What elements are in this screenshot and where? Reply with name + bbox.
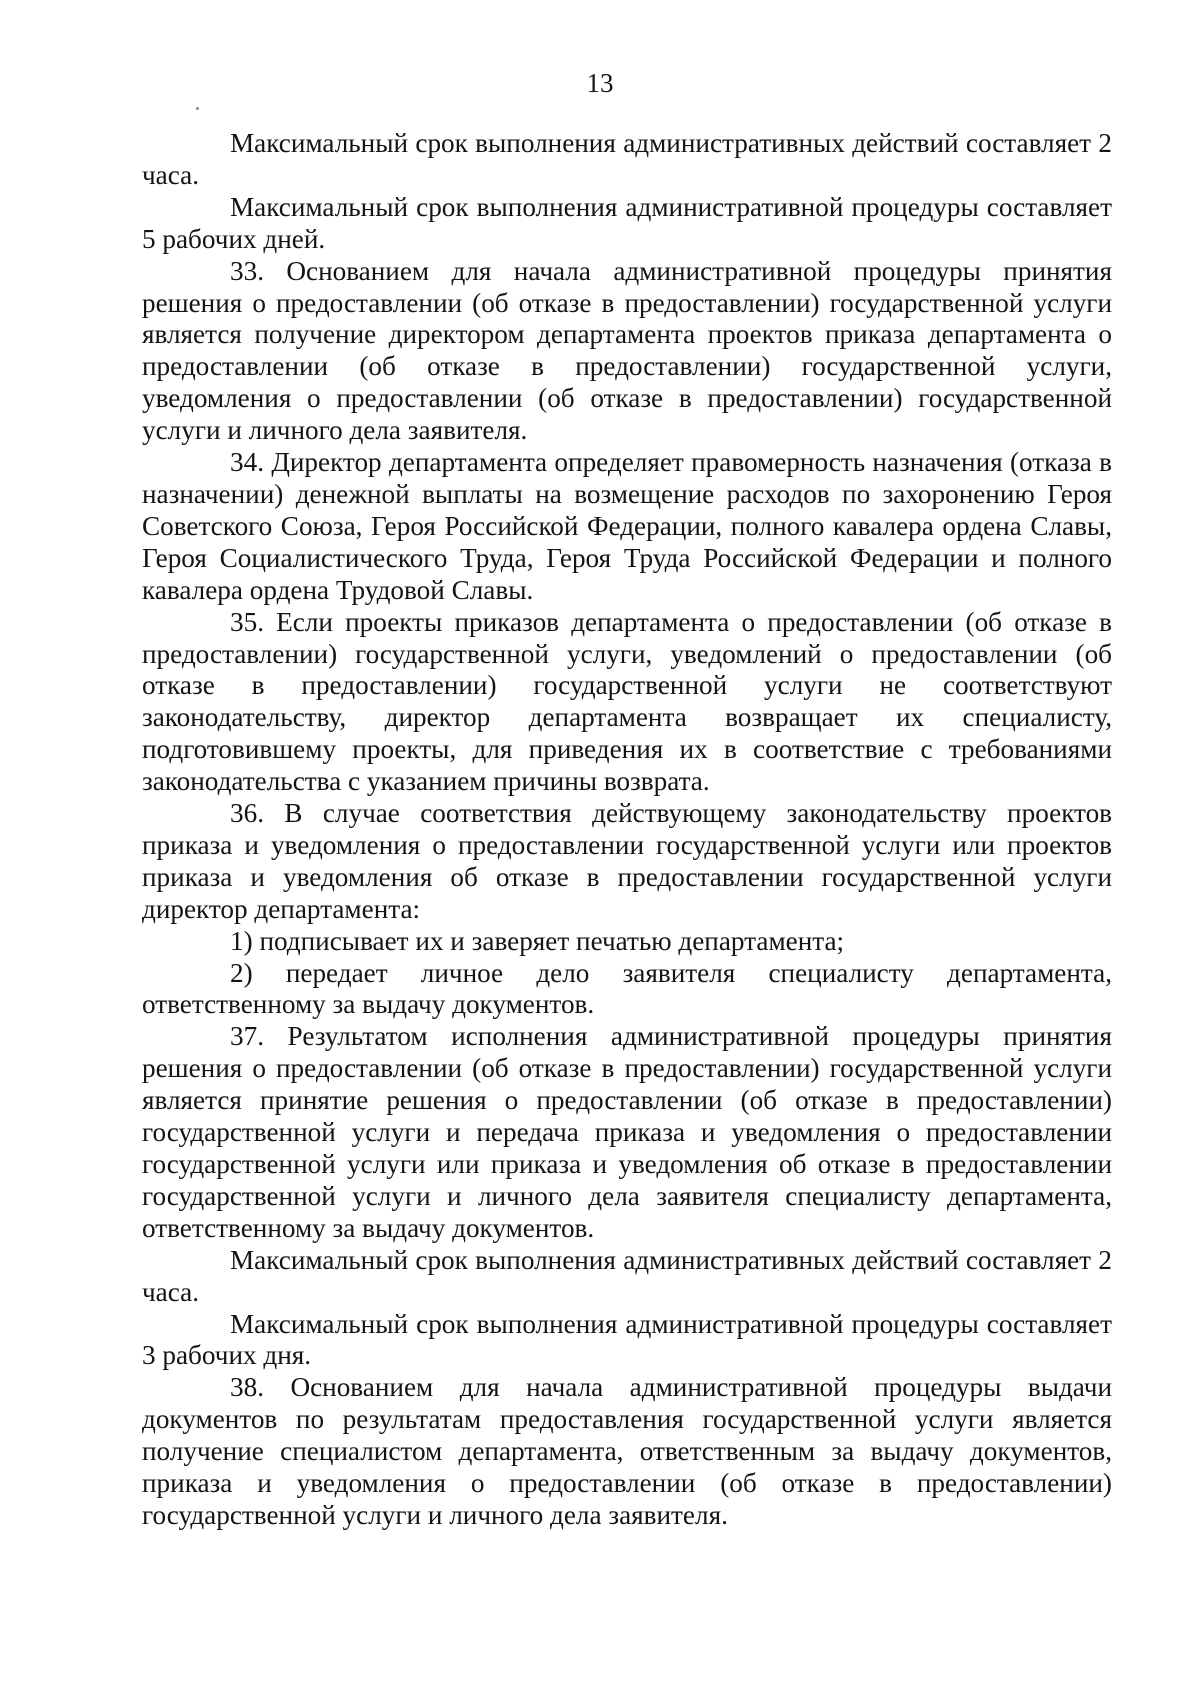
paragraph-max-time-actions: Максимальный срок выполнения административных действий составляет 2 часа. <box>142 128 1112 190</box>
page-number: 13 <box>586 68 614 98</box>
scan-speck <box>196 107 199 110</box>
paragraph-36: 36. В случае соответствия действующему законодательству проектов приказа и уведомления о предоставлении государственной услуги или проектов приказа и уведомления об отказе в предоставлении государственной услуги директор департамента: <box>142 798 1112 924</box>
paragraph-max-time-actions-2: Максимальный срок выполнения административных действий составляет 2 часа. <box>142 1244 1112 1307</box>
document-body <box>142 128 1112 1532</box>
paragraph-36-item-1: 1) подписывает их и заверяет печатью департамента; <box>230 925 845 956</box>
paragraph-37: 37. Результатом исполнения административной процедуры принятия решения о предоставлении (об отказе в предоставлении) государственной услуги является принятие решения о предоставлении (об отказе в предоставлении) государственной услуги и передача приказа и уведомления о предоставлении государственной услуги или приказа и уведомления об отказе в предоставлении государственной услуги и личного дела заявителя специалисту департамента, ответственному за выдачу документов. <box>142 1021 1112 1243</box>
paragraph-max-time-procedure-2: Максимальный срок выполнения административной процедуры составляет 3 рабочих дня. <box>142 1308 1112 1371</box>
paragraph-33: 33. Основанием для начала административной процедуры принятия решения о предоставлении (об отказе в предоставлении) государственной услуги является получение директором департамента проектов приказа департамента о предоставлении (об отказе в предоставлении) государственной услуги, уведомления о предоставлении (об отказе в предоставлении) государственной услуги и личного дела заявителя. <box>142 255 1112 446</box>
paragraph-38: 38. Основанием для начала административной процедуры выдачи документов по результатам предоставления государственной услуги является получение специалистом департамента, ответственным за выдачу документов, приказа и уведомления о предоставлении (об отказе в предоставлении) государственной услуги и личного дела заявителя. <box>142 1372 1112 1530</box>
paragraph-max-time-procedure: Максимальный срок выполнения административной процедуры составляет 5 рабочих дней. <box>142 191 1112 254</box>
paragraph-36-item-2: 2) передает личное дело заявителя специалисту департамента, ответственному за выдачу документов. <box>142 957 1112 1020</box>
paragraph-35: 35. Если проекты приказов департамента о предоставлении (об отказе в предоставлении) государственной услуги, уведомлений о предоставлении (об отказе в предоставлении) государственной услуги не соответствуют законодательству, директор департамента возвращает их специалисту, подготовившему проекты, для приведения их в соответствие с требованиями законодательства с указанием причины возврата. <box>142 606 1112 797</box>
paragraph-34: 34. Директор департамента определяет правомерность назначения (отказа в назначении) денежной выплаты на возмещение расходов по захоронению Героя Советского Союза, Героя Российской Федерации, полного кавалера ордена Славы, Героя Социалистического Труда, Героя Труда Российской Федерации и полного кавалера ордена Трудовой Славы. <box>142 447 1112 605</box>
